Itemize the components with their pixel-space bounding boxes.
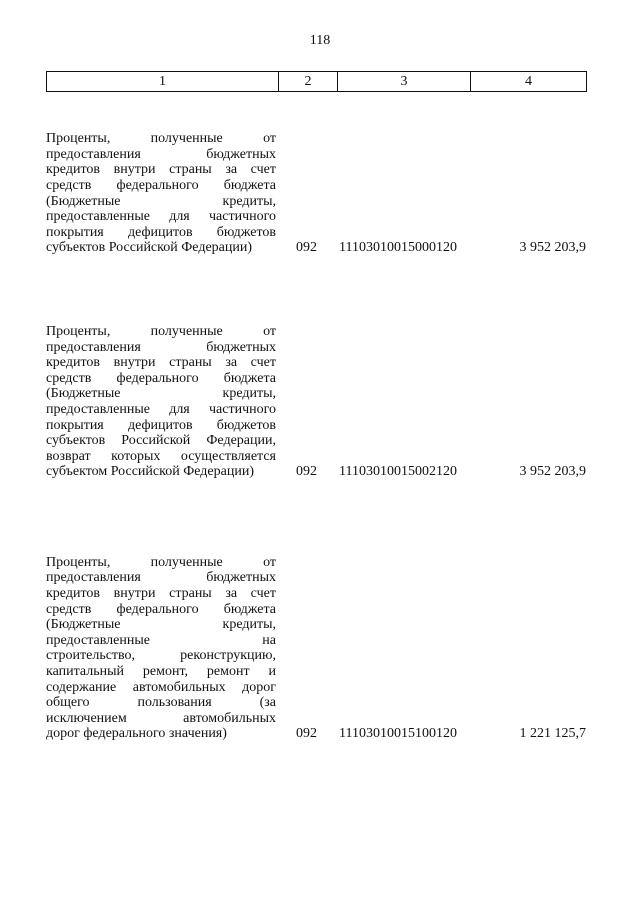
description-line: кредитов внутри страны за счет bbox=[46, 355, 276, 371]
row-description bbox=[46, 555, 276, 742]
description-line: предоставленные на bbox=[46, 632, 276, 648]
description-line: исключением автомобильных bbox=[46, 710, 276, 726]
description-line: средств федерального бюджета bbox=[46, 178, 276, 194]
column-header-3: 3 bbox=[338, 72, 471, 92]
row-description bbox=[46, 324, 276, 480]
column-header-2: 2 bbox=[279, 72, 338, 92]
description-line: средств федерального бюджета bbox=[46, 601, 276, 617]
description-line: Проценты, полученные от bbox=[46, 131, 276, 147]
table-row bbox=[46, 120, 586, 256]
description-line: (Бюджетные кредиты, bbox=[46, 193, 276, 209]
column-header-1: 1 bbox=[47, 72, 279, 92]
description-line: субъектов Российской Федерации, bbox=[46, 433, 276, 449]
table-row bbox=[46, 310, 586, 480]
page-number: 118 bbox=[309, 33, 331, 48]
description-line: предоставления бюджетных bbox=[46, 570, 276, 586]
column-header-4: 4 bbox=[471, 72, 587, 92]
description-line: (Бюджетные кредиты, bbox=[46, 617, 276, 633]
description-line: предоставления бюджетных bbox=[46, 339, 276, 355]
income-code: 11103010015002120 bbox=[339, 464, 457, 480]
description-line: содержание автомобильных дорог bbox=[46, 679, 276, 695]
description-line: субъектом Российской Федерации) bbox=[46, 464, 254, 480]
description-line: кредитов внутри страны за счет bbox=[46, 162, 276, 178]
description-line: средств федерального бюджета bbox=[46, 370, 276, 386]
description-line: предоставления бюджетных bbox=[46, 146, 276, 162]
income-code: 11103010015100120 bbox=[339, 726, 457, 742]
amount: 3 952 203,9 bbox=[519, 240, 586, 256]
admin-code: 092 bbox=[296, 464, 317, 480]
description-line: общего пользования (за bbox=[46, 695, 276, 711]
row-description bbox=[46, 131, 276, 256]
table-row bbox=[46, 532, 586, 742]
description-line: Проценты, полученные от bbox=[46, 554, 276, 570]
amount: 1 221 125,7 bbox=[519, 726, 586, 742]
income-code: 11103010015000120 bbox=[339, 240, 457, 256]
admin-code: 092 bbox=[296, 240, 317, 256]
description-line: строительство, реконструкцию, bbox=[46, 648, 276, 664]
amount: 3 952 203,9 bbox=[519, 464, 586, 480]
description-line: Проценты, полученные от bbox=[46, 324, 276, 340]
description-line: субъектов Российской Федерации) bbox=[46, 240, 253, 256]
description-line: предоставленные для частичного bbox=[46, 209, 276, 225]
admin-code: 092 bbox=[296, 726, 317, 742]
description-line: возврат которых осуществляется bbox=[46, 448, 276, 464]
description-line: предоставленные для частичного bbox=[46, 402, 276, 418]
description-line: кредитов внутри страны за счет bbox=[46, 586, 276, 602]
description-line: (Бюджетные кредиты, bbox=[46, 386, 276, 402]
description-line: дорог федерального значения) bbox=[46, 726, 227, 742]
description-line: покрытия дефицитов бюджетов bbox=[46, 417, 276, 433]
column-header-table bbox=[46, 71, 587, 92]
description-line: капитальный ремонт, ремонт и bbox=[46, 664, 276, 680]
description-line: покрытия дефицитов бюджетов bbox=[46, 224, 276, 240]
